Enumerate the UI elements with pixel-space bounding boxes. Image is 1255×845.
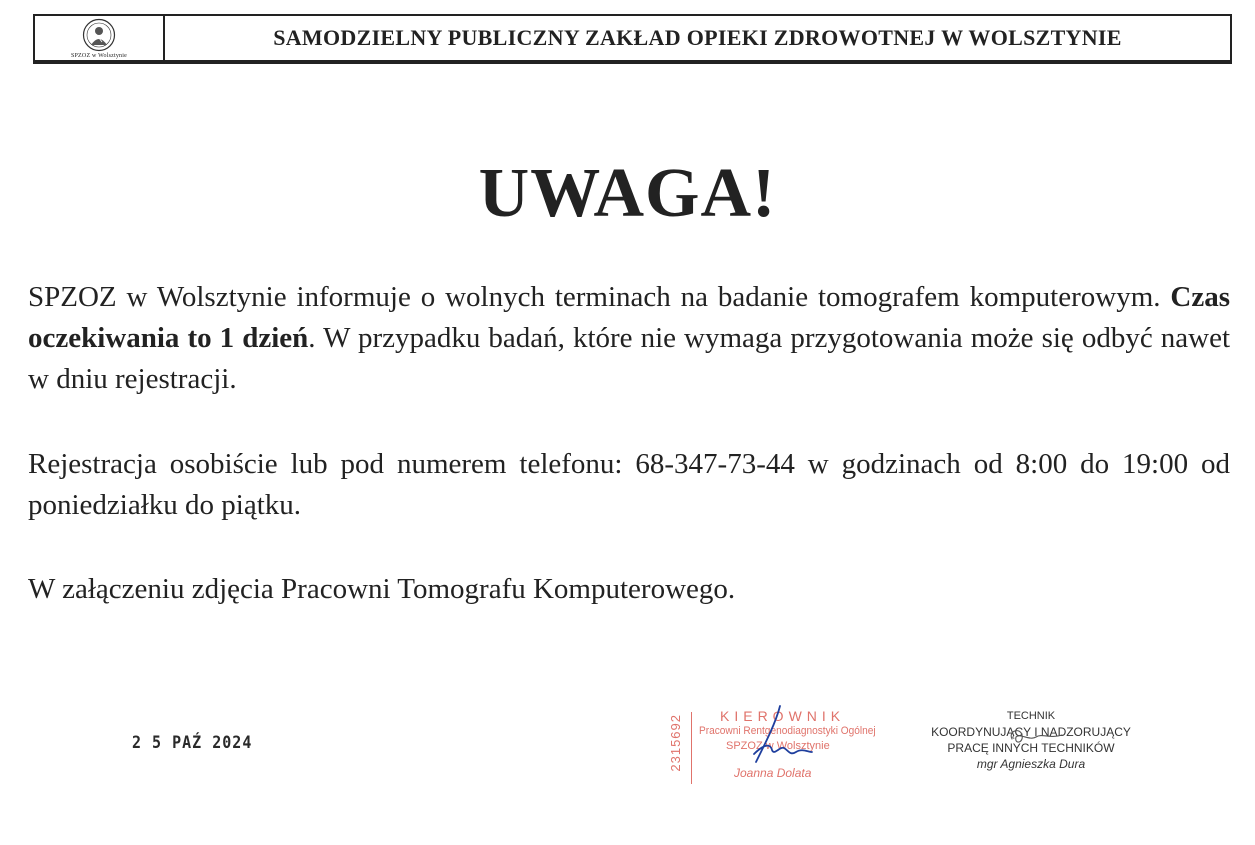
paragraph-attachment: W załączeniu zdjęcia Pracowni Tomografu Komputerowego.	[28, 573, 736, 605]
paragraph-availability-start: SPZOZ w Wolsztynie informuje o wolnych terminach na badanie tomografem komputerowym.	[28, 281, 1171, 313]
date-stamp: 2 5 PAŹ 2024	[132, 731, 253, 753]
institution-seal-icon	[82, 18, 116, 52]
manager-stamp	[668, 706, 882, 788]
paragraph-availability	[28, 277, 1230, 400]
stamp-name: mgr Agnieszka Dura	[976, 757, 1086, 771]
logo-caption: SPZOZ w Wolsztynie	[70, 52, 127, 59]
institution-name: SAMODZIELNY PUBLICZNY ZAKŁAD OPIEKI ZDROWOTNEJ W WOLSZTYNIE	[273, 25, 1122, 50]
stamp-unit: Pracowni Rentgenodiagnostyki Ogólnej	[699, 725, 876, 737]
stamp-function: KOORDYNUJĄCY I NADZORUJĄCY	[931, 725, 1131, 739]
stamp-number: 2315692	[668, 714, 683, 772]
letterhead	[33, 14, 1232, 64]
logo-cell	[35, 16, 165, 60]
technician-stamp	[916, 709, 1146, 772]
stamp-divider	[691, 712, 692, 784]
signature-icon	[1006, 721, 1066, 751]
waiting-time-emphasis: Czas oczekiwania to 1 dzień	[28, 281, 1230, 354]
signature-icon	[732, 702, 822, 772]
stamp-role: KIEROWNIK	[720, 708, 846, 724]
stamp-title: TECHNIK	[1006, 710, 1056, 722]
stamp-scope: PRACĘ INNYCH TECHNIKÓW	[947, 741, 1115, 755]
paragraph-availability-end: . W przypadku badań, które nie wymaga przygotowania może się odbyć nawet w dniu rejestracji.	[28, 322, 1230, 395]
paragraph-registration: Rejestracja osobiście lub pod numerem telefonu: 68-347-73-44 w godzinach od 8:00 do 19:00 od poniedziałku do piątku.	[28, 448, 1230, 521]
stamp-org: SPZOZ w Wolsztynie	[726, 740, 830, 752]
headline: UWAGA!	[478, 155, 777, 232]
stamp-name: Joanna Dolata	[734, 766, 812, 780]
